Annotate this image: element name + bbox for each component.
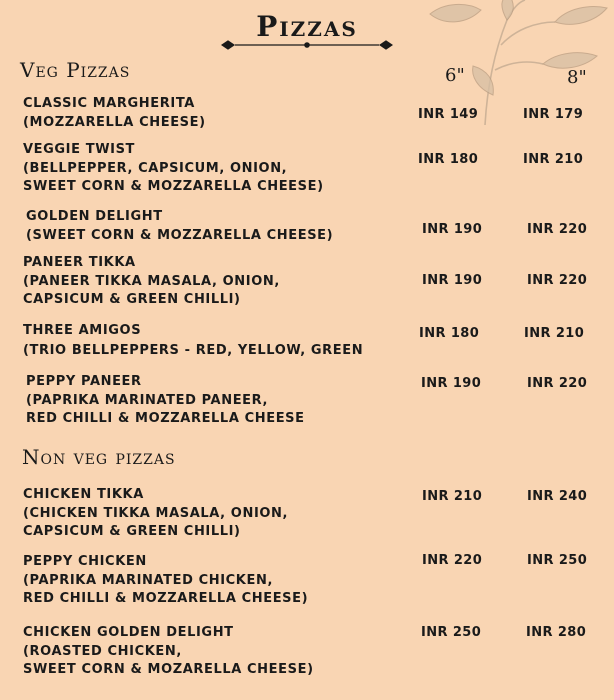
price-6-inch: INR 250 xyxy=(421,625,482,640)
price-8-inch: INR 220 xyxy=(527,273,588,288)
price-8-inch: INR 210 xyxy=(524,326,585,341)
item-description: (PAPRIKA MARINATED CHICKEN, RED CHILLI & MOZZARELLA CHEESE) xyxy=(23,572,309,606)
item-description: (PANEER TIKKA MASALA, ONION, CAPSICUM & GREEN CHILLI) xyxy=(23,273,280,307)
item-name: THREE AMIGOS xyxy=(23,323,142,338)
price-8-inch: INR 210 xyxy=(523,152,584,167)
item-name: PANEER TIKKA xyxy=(23,255,136,270)
ornamental-divider-icon xyxy=(221,38,393,52)
price-6-inch: INR 220 xyxy=(422,553,483,568)
price-6-inch: INR 149 xyxy=(418,107,479,122)
item-name: GOLDEN DELIGHT xyxy=(26,209,163,224)
price-8-inch: INR 220 xyxy=(527,222,588,237)
page-title: Pizzas xyxy=(256,10,358,43)
item-name: PEPPY PANEER xyxy=(26,374,142,389)
item-name: VEGGIE TWIST xyxy=(23,142,135,157)
item-description: (BELLPEPPER, CAPSICUM, ONION, SWEET CORN & MOZZARELLA CHEESE) xyxy=(23,160,324,194)
item-description: (PAPRIKA MARINATED PANEER, RED CHILLI & MOZZARELLA CHEESE xyxy=(26,392,305,426)
price-6-inch: INR 190 xyxy=(421,376,482,391)
price-6-inch: INR 210 xyxy=(422,489,483,504)
item-name: CHICKEN GOLDEN DELIGHT xyxy=(23,625,234,640)
size-header-6-inch: 6" xyxy=(445,65,465,86)
section-heading-veg: Veg Pizzas xyxy=(20,58,131,82)
price-6-inch: INR 190 xyxy=(422,222,483,237)
price-8-inch: INR 240 xyxy=(527,489,588,504)
size-header-8-inch: 8" xyxy=(567,67,587,88)
price-8-inch: INR 280 xyxy=(526,625,587,640)
item-description: (MOZZARELLA CHEESE) xyxy=(23,114,206,130)
price-6-inch: INR 180 xyxy=(419,326,480,341)
price-8-inch: INR 220 xyxy=(527,376,588,391)
item-name: CLASSIC MARGHERITA xyxy=(23,96,195,111)
price-8-inch: INR 250 xyxy=(527,553,588,568)
price-6-inch: INR 190 xyxy=(422,273,483,288)
item-description: (CHICKEN TIKKA MASALA, ONION, CAPSICUM & GREEN CHILLI) xyxy=(23,505,289,539)
section-heading-non-veg: Non veg pizzas xyxy=(22,445,176,469)
item-name: CHICKEN TIKKA xyxy=(23,487,144,502)
item-description: (SWEET CORN & MOZZARELLA CHEESE) xyxy=(26,227,334,243)
item-description: (TRIO BELLPEPPERS - RED, YELLOW, GREEN xyxy=(23,343,364,358)
price-8-inch: INR 179 xyxy=(523,107,584,122)
item-name: PEPPY CHICKEN xyxy=(23,554,147,569)
price-6-inch: INR 180 xyxy=(418,152,479,167)
item-description: (ROASTED CHICKEN, SWEET CORN & MOZARELLA CHEESE) xyxy=(23,643,314,677)
